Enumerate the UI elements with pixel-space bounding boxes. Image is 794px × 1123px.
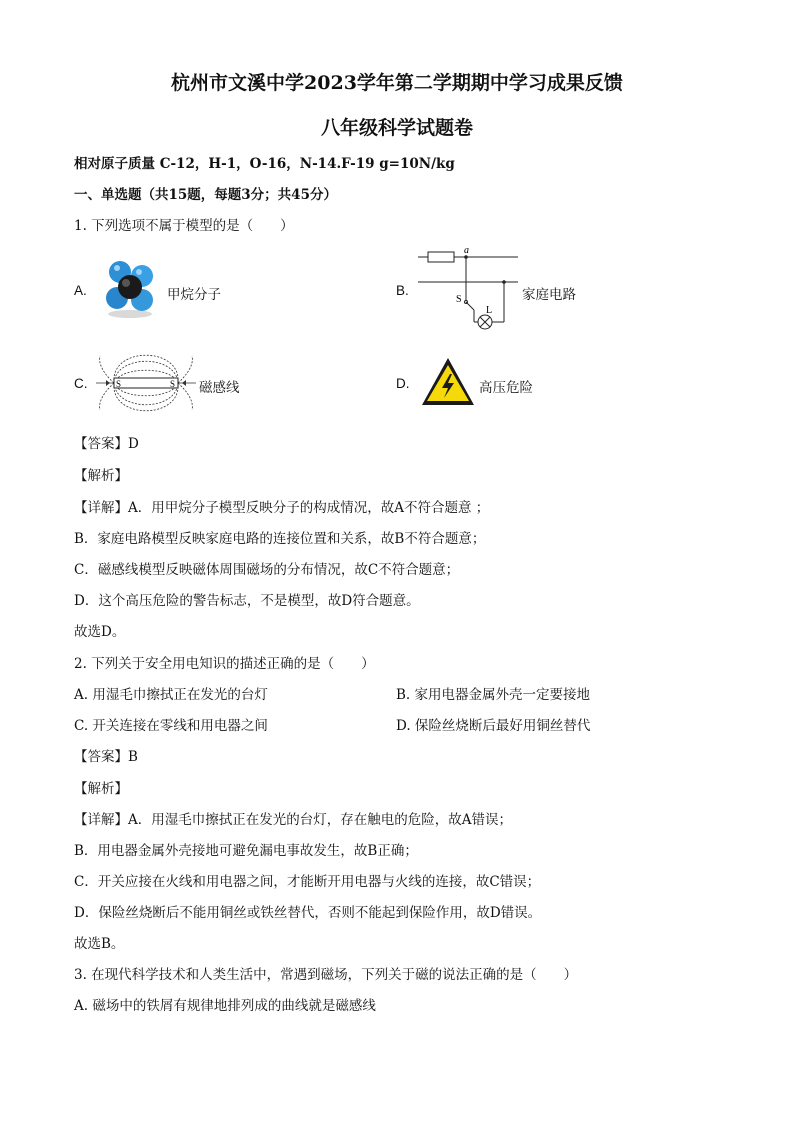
lamp-l-label: L xyxy=(486,305,493,316)
household-circuit-diagram xyxy=(418,244,518,334)
q1-option-b-caption: 家庭电路 xyxy=(522,287,576,303)
q2-detail-line: 【详解】A．用湿毛巾擦拭正在发光的台灯，存在触电的危险，故A错误； xyxy=(74,812,512,828)
q2-option-a: A. 用湿毛巾擦拭正在发光的台灯 xyxy=(74,687,268,703)
q1-option-a-letter: A. xyxy=(74,283,87,298)
q1-option-d-letter: D. xyxy=(396,376,410,391)
q2-detail-line: C．开关应接在火线和用电器之间，才能断开用电器与火线的连接，故C错误； xyxy=(74,874,541,890)
q2-option-b: B. 家用电器金属外壳一定要接地 xyxy=(396,687,591,703)
q1-answer: 【答案】D xyxy=(74,436,139,452)
q3-option-a: A. 磁场中的铁屑有规律地排列成的曲线就是磁感线 xyxy=(74,998,376,1014)
q1-detail-line: C．磁感线模型反映磁体周围磁场的分布情况，故C不符合题意； xyxy=(74,562,460,578)
magnetic-field-lines-icon xyxy=(96,344,196,422)
q1-detail-line: B．家庭电路模型反映家庭电路的连接位置和关系，故B不符合题意； xyxy=(74,531,486,547)
q1-option-c-letter: C. xyxy=(74,376,88,391)
q2-detail-line: D．保险丝烧断后不能用铜丝或铁丝替代，否则不能起到保险作用，故D错误。 xyxy=(74,905,542,921)
q1-option-a-caption: 甲烷分子 xyxy=(167,287,221,303)
switch-s-label: S xyxy=(456,294,462,305)
exam-title: 杭州市文溪中学2023学年第二学期期中学习成果反馈 xyxy=(171,72,623,94)
left-pole-label: S xyxy=(116,379,122,389)
q2-detail-line: B．用电器金属外壳接地可避免漏电事故发生，故B正确； xyxy=(74,843,418,859)
question-1-stem: 1. 下列选项不属于模型的是（ ） xyxy=(74,218,294,234)
q2-conclusion: 故选B。 xyxy=(74,936,125,952)
q1-detail-line: D．这个高压危险的警告标志，不是模型，故D符合题意。 xyxy=(74,593,420,609)
methane-molecule-icon xyxy=(100,258,160,320)
atomic-mass-note: 相对原子质量 C-12，H-1，O-16，N-14.F-19 g=10N/kg xyxy=(74,156,455,172)
q1-analysis-label: 【解析】 xyxy=(74,468,128,484)
question-2-stem: 2. 下列关于安全用电知识的描述正确的是（ ） xyxy=(74,656,375,672)
q1-option-b-letter: B. xyxy=(396,283,409,298)
exam-subtitle: 八年级科学试题卷 xyxy=(320,117,473,139)
q2-analysis-label: 【解析】 xyxy=(74,781,128,797)
q1-option-c-caption: 磁感线 xyxy=(199,380,240,396)
q1-option-d-caption: 高压危险 xyxy=(479,380,533,396)
question-3-stem: 3. 在现代科学技术和人类生活中，常遇到磁场，下列关于磁的说法正确的是（ ） xyxy=(74,967,578,983)
high-voltage-warning-icon xyxy=(420,356,476,408)
q1-detail-line: 【详解】A．用甲烷分子模型反映分子的构成情况，故A不符合题意 ； xyxy=(74,500,490,516)
q1-conclusion: 故选D。 xyxy=(74,624,126,640)
q2-answer: 【答案】B xyxy=(74,749,138,765)
right-pole-label: S xyxy=(170,379,176,389)
q2-option-d: D. 保险丝烧断后最好用铜丝替代 xyxy=(396,718,591,734)
section-heading: 一、单选题（共15题，每题3分；共45分） xyxy=(74,187,337,203)
node-a-label: a xyxy=(464,245,469,256)
q2-option-c: C. 开关连接在零线和用电器之间 xyxy=(74,718,268,734)
